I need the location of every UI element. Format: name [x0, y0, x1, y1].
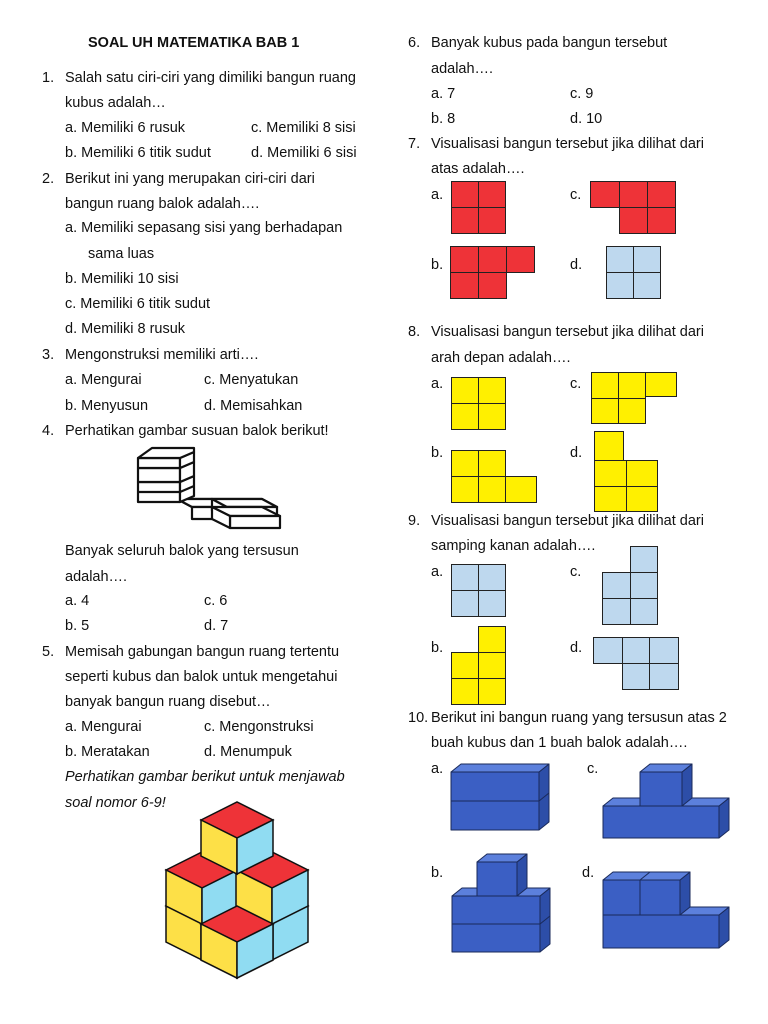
question-text: Salah satu ciri-ciri yang dimiliki bangun ruang	[65, 70, 356, 86]
question-text: banyak bangun ruang disebut…	[65, 694, 271, 710]
question-text: kubus adalah…	[65, 95, 166, 111]
option-c-grid	[602, 546, 660, 627]
question-text: Banyak seluruh balok yang tersusun	[65, 543, 299, 559]
option-a-continued: sama luas	[88, 246, 155, 262]
question-text: Mengonstruksi memiliki arti….	[65, 347, 259, 363]
option-c-shape	[602, 762, 746, 840]
option-c: c. 9	[570, 86, 594, 102]
instruction-text: Perhatikan gambar berikut untuk menjawab	[65, 769, 345, 785]
option-d-label: d.	[570, 445, 583, 461]
question-text: Banyak kubus pada bangun tersebut	[431, 35, 668, 51]
option-a-label: a.	[431, 187, 444, 203]
option-d: d. 7	[204, 618, 229, 634]
option-d: d. Memisahkan	[204, 398, 303, 414]
question-text: bangun ruang balok adalah….	[65, 196, 260, 212]
question-number: 3.	[42, 347, 55, 363]
question-text: adalah….	[65, 569, 128, 585]
option-d: d. 10	[570, 111, 603, 127]
option-c-label: c.	[570, 187, 582, 203]
option-b-label: b.	[431, 640, 444, 656]
question-number: 8.	[408, 324, 421, 340]
option-d-label: d.	[570, 640, 583, 656]
option-b-shape	[451, 852, 555, 954]
option-c: c. Menyatukan	[204, 372, 299, 388]
option-c-label: c.	[587, 761, 599, 777]
option-b-grid	[450, 246, 536, 300]
question-number: 2.	[42, 171, 55, 187]
stacked-blocks-figure	[132, 444, 292, 534]
option-a-grid	[451, 377, 507, 430]
question-number: 4.	[42, 423, 55, 439]
question-number: 9.	[408, 513, 421, 529]
option-c-grid	[591, 372, 678, 425]
option-b: b. 8	[431, 111, 456, 127]
option-c: c. Mengonstruksi	[204, 719, 314, 735]
option-a: a. Memiliki sepasang sisi yang berhadapan	[65, 220, 343, 236]
option-c-label: c.	[570, 376, 582, 392]
page-title: SOAL UH MATEMATIKA BAB 1	[88, 35, 300, 51]
option-b: b. 5	[65, 618, 90, 634]
question-text: atas adalah….	[431, 161, 525, 177]
option-a: a. 7	[431, 86, 456, 102]
option-b: b. Memiliki 10 sisi	[65, 271, 179, 287]
option-d: d. Memiliki 6 sisi	[251, 145, 357, 161]
option-d: d. Memiliki 8 rusuk	[65, 321, 186, 337]
question-text: Visualisasi bangun tersebut jika dilihat dari	[431, 136, 704, 152]
option-c-label: c.	[570, 564, 582, 580]
instruction-text: soal nomor 6-9!	[65, 795, 166, 811]
question-number: 7.	[408, 136, 421, 152]
question-text: samping kanan adalah….	[431, 538, 596, 554]
option-a-grid	[451, 564, 507, 618]
option-a: a. Mengurai	[65, 719, 142, 735]
question-number: 1.	[42, 70, 55, 86]
option-d-label: d.	[570, 257, 583, 273]
option-c: c. Memiliki 6 titik sudut	[65, 296, 211, 312]
question-number: 10.	[408, 710, 429, 726]
option-d: d. Menumpuk	[204, 744, 292, 760]
option-a-shape	[450, 762, 552, 832]
question-text: Visualisasi bangun tersebut jika dilihat dari	[431, 324, 704, 340]
option-d-grid	[593, 637, 681, 691]
option-a: a. 4	[65, 593, 90, 609]
question-text: seperti kubus dan balok untuk mengetahui	[65, 669, 338, 685]
question-text: Visualisasi bangun tersebut jika dilihat dari	[431, 513, 704, 529]
option-a: a. Memiliki 6 rusuk	[65, 120, 186, 136]
option-a: a. Mengurai	[65, 372, 142, 388]
option-d-grid	[606, 246, 663, 300]
option-a-label: a.	[431, 564, 444, 580]
question-text: adalah….	[431, 61, 494, 77]
option-a-label: a.	[431, 761, 444, 777]
option-d-label: d.	[582, 865, 595, 881]
question-text: buah kubus dan 1 buah balok adalah….	[431, 735, 688, 751]
question-text: Berikut ini bangun ruang yang tersusun atas 2	[431, 710, 727, 726]
question-text: Memisah gabungan bangun ruang tertentu	[65, 644, 340, 660]
option-b: b. Memiliki 6 titik sudut	[65, 145, 211, 161]
option-b: b. Meratakan	[65, 744, 150, 760]
cube-structure-figure	[160, 800, 320, 980]
option-b-grid	[451, 450, 539, 504]
option-b-grid	[451, 626, 508, 706]
question-number: 6.	[408, 35, 421, 51]
option-a-grid	[451, 181, 507, 234]
option-b-label: b.	[431, 865, 444, 881]
option-c: c. 6	[204, 593, 228, 609]
option-c-grid	[590, 181, 677, 234]
question-text: Berikut ini yang merupakan ciri-ciri dari	[65, 171, 315, 187]
option-b: b. Menyusun	[65, 398, 149, 414]
option-c: c. Memiliki 8 sisi	[251, 120, 356, 136]
option-a-label: a.	[431, 376, 444, 392]
option-b-label: b.	[431, 257, 444, 273]
question-text: arah depan adalah….	[431, 350, 571, 366]
option-d-grid	[594, 431, 660, 513]
option-b-label: b.	[431, 445, 444, 461]
question-number: 5.	[42, 644, 55, 660]
question-text: Perhatikan gambar susuan balok berikut!	[65, 423, 329, 439]
option-d-shape	[602, 870, 734, 950]
